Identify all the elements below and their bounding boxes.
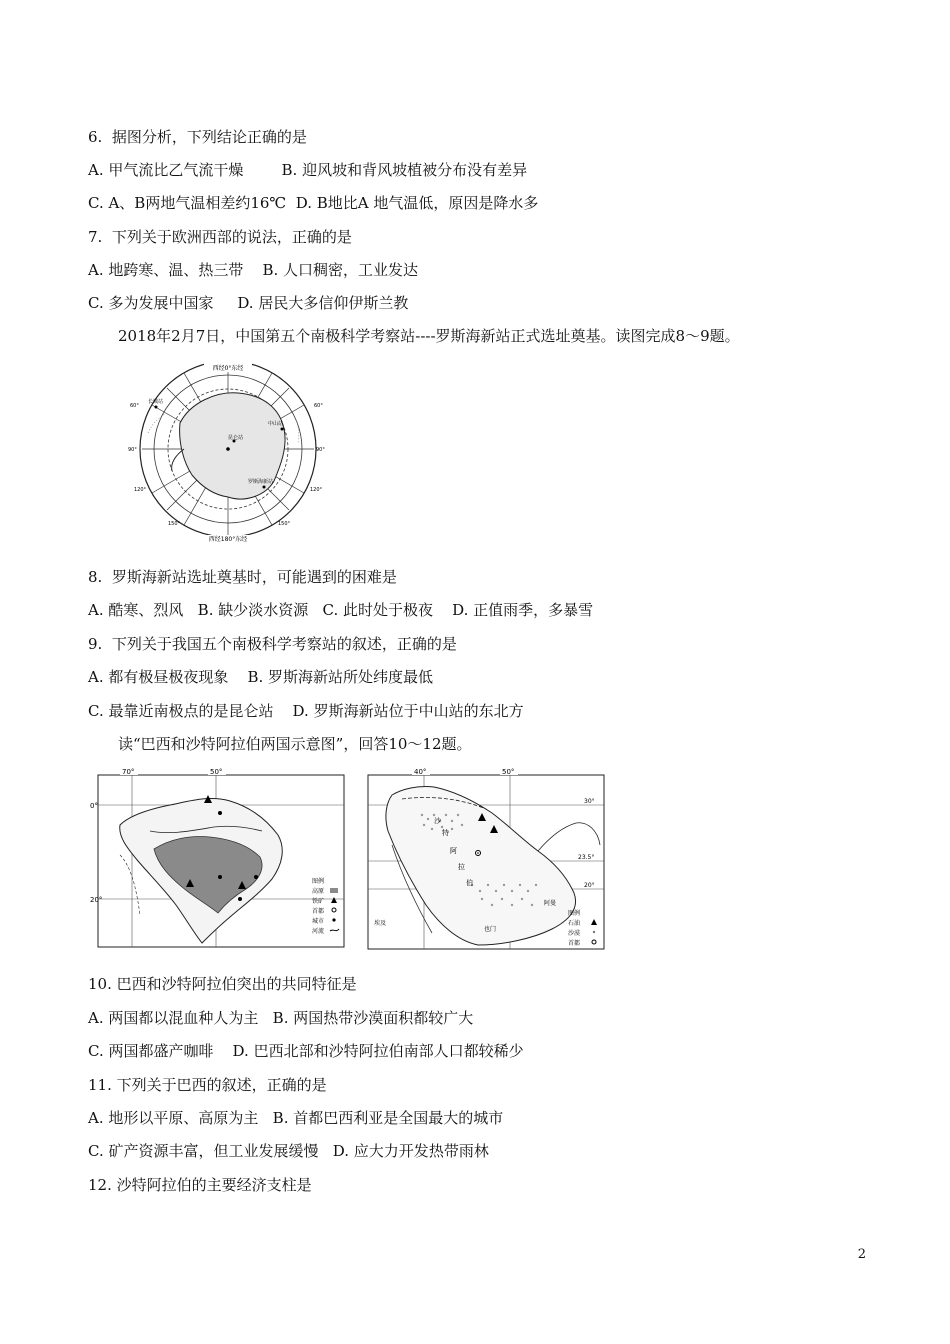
lat-label: 0°: [90, 802, 98, 810]
legend-item: 高原: [312, 888, 325, 895]
saudi-map: [362, 765, 612, 957]
lon-label: 60°: [130, 403, 139, 409]
q10-options-ab: A. 两国都以混血种人为主 B. 两国热带沙漠面积都较广大: [88, 1009, 474, 1027]
q11-stem: 11. 下列关于巴西的叙述，正确的是: [88, 1076, 327, 1094]
lon-label: 40°: [414, 768, 427, 776]
q9-options-ab: A. 都有极昼极夜现象 B. 罗斯海新站所处纬度最低: [88, 668, 434, 686]
q8-stem: 8. 罗斯海新站选址奠基时，可能遇到的困难是: [88, 568, 397, 586]
q9-stem: 9. 下列关于我国五个南极科学考察站的叙述，正确的是: [88, 635, 457, 653]
lon-label: 90°: [316, 447, 325, 453]
lon-label: 90°: [128, 447, 137, 453]
station-zhongshan: 中山站: [268, 421, 284, 427]
antarctica-map: [128, 363, 328, 547]
q10-stem: 10. 巴西和沙特阿拉伯突出的共同特征是: [88, 975, 357, 993]
q8-9-intro: 2018年2月7日，中国第五个南极科学考察站----罗斯海新站正式选址奠基。读图完成8～9题。: [118, 327, 740, 345]
legend-item: 首都: [312, 908, 325, 915]
legend-title: 图例: [568, 910, 581, 917]
q11-options-ab: A. 地形以平原、高原为主 B. 首都巴西利亚是全国最大的城市: [88, 1109, 504, 1127]
place-label: 伯: [466, 879, 473, 887]
station-ross-sea: 罗斯海新站: [248, 479, 274, 485]
place-label: 拉: [458, 863, 465, 871]
place-label: 阿: [450, 847, 457, 855]
lat-label: 30°: [584, 798, 595, 805]
lon-label: 50°: [502, 768, 515, 776]
lon-label: 150°: [278, 521, 291, 527]
map-bottom-label: 西经180°东经: [208, 536, 248, 543]
brazil-map: [90, 765, 354, 957]
q8-options: A. 酷寒、烈风 B. 缺少淡水资源 C. 此时处于极夜 D. 正值雨季，多暴雪: [88, 601, 594, 619]
q7-options-ab: A. 地跨寒、温、热三带 B. 人口稠密，工业发达: [88, 261, 419, 279]
page-number: 2: [857, 1247, 866, 1262]
q6-stem: 6. 据图分析，下列结论正确的是: [88, 128, 307, 146]
lon-label: 60°: [314, 403, 323, 409]
station-changcheng: 长城站: [148, 399, 164, 405]
lat-label: 23.5°: [578, 854, 595, 861]
lon-label: 50°: [210, 768, 223, 776]
q9-options-cd: C. 最靠近南极点的是昆仑站 D. 罗斯海新站位于中山站的东北方: [88, 702, 524, 720]
lon-label: 120°: [134, 487, 147, 493]
lat-label: 20°: [584, 882, 595, 889]
map-top-label: 西经0°东经: [212, 365, 244, 372]
legend-item: 城市: [312, 918, 325, 925]
lon-label: 70°: [122, 768, 135, 776]
place-label: 沙: [434, 817, 441, 825]
q10-options-cd: C. 两国都盛产咖啡 D. 巴西北部和沙特阿拉伯南部人口都较稀少: [88, 1042, 524, 1060]
q10-12-intro: 读“巴西和沙特阿拉伯两国示意图”，回答10～12题。: [118, 735, 472, 753]
place-label: 也门: [484, 926, 497, 933]
place-label: 特: [442, 829, 449, 837]
legend-title: 图例: [312, 878, 325, 885]
q12-stem: 12. 沙特阿拉伯的主要经济支柱是: [88, 1176, 312, 1194]
place-label: 埃及: [374, 920, 387, 927]
lon-label: 120°: [310, 487, 323, 493]
q7-options-cd: C. 多为发展中国家 D. 居民大多信仰伊斯兰教: [88, 294, 409, 312]
legend-item: 石油: [568, 920, 581, 927]
legend-item: 铁矿: [312, 898, 325, 905]
q11-options-cd: C. 矿产资源丰富，但工业发展缓慢 D. 应大力开发热带雨林: [88, 1142, 489, 1160]
legend-item: 河流: [312, 928, 325, 935]
station-kunlun: 昆仑站: [228, 435, 244, 441]
q6-options-ab: A. 甲气流比乙气流干燥 B. 迎风坡和背风坡植被分布没有差异: [88, 161, 528, 179]
q7-stem: 7. 下列关于欧洲西部的说法，正确的是: [88, 228, 352, 246]
legend-item: 沙漠: [568, 930, 581, 937]
lon-label: 150°: [168, 521, 181, 527]
legend-item: 首都: [568, 940, 581, 947]
lat-label: 20°: [90, 896, 103, 904]
q6-options-cd: C. A、B两地气温相差约16℃ D. B地比A 地气温低，原因是降水多: [88, 194, 539, 212]
place-label: 阿曼: [544, 900, 557, 907]
